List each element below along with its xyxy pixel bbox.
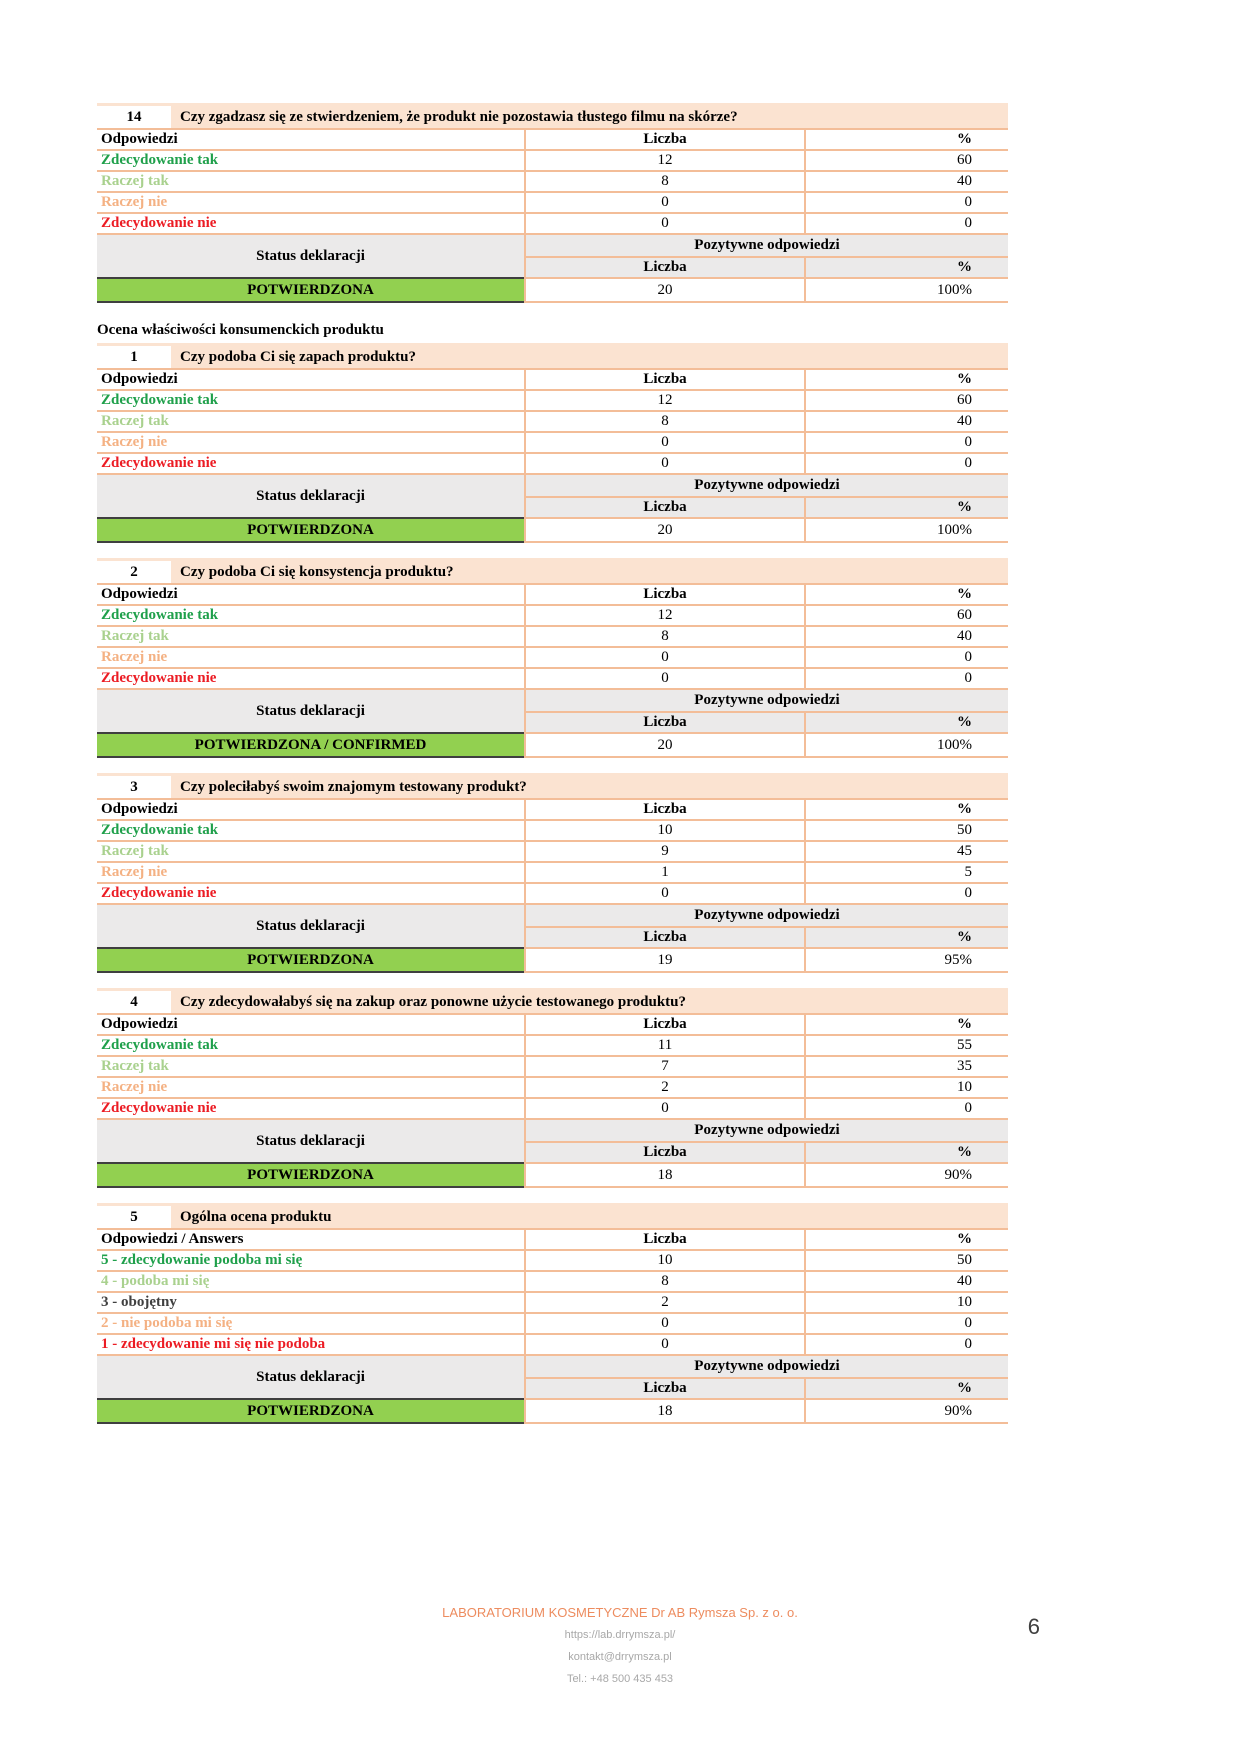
answer-percent: 40: [804, 1272, 1008, 1291]
answer-row: [97, 389, 1008, 410]
positive-answers-header: Pozytywne odpowiedzi: [526, 690, 1008, 711]
positive-answers-subheader-row: [526, 1141, 1008, 1162]
survey-table: [97, 343, 1008, 543]
answer-count: 12: [524, 606, 804, 625]
positive-answers-subheader-row: [526, 1377, 1008, 1398]
positive-percent-header: %: [804, 713, 1008, 732]
question-number: 5: [97, 1206, 171, 1228]
positive-answers-block: [524, 1356, 1008, 1398]
footer-email: kontakt@drrymsza.pl: [568, 1651, 672, 1663]
answer-row: [97, 452, 1008, 473]
status-area: [97, 1354, 1008, 1398]
status-area: [97, 233, 1008, 277]
count-column-header: Liczba: [524, 585, 804, 604]
answer-count: 0: [524, 433, 804, 452]
answer-rows: [97, 149, 1008, 233]
question-text: Czy poleciłabyś swoim znajomym testowany produkt?: [180, 779, 527, 795]
answers-column-header: Odpowiedzi: [101, 586, 178, 602]
tables-group-bottom: [97, 343, 1008, 1424]
answer-count: 0: [524, 1314, 804, 1333]
answer-percent: 40: [804, 412, 1008, 431]
positive-answers-header: Pozytywne odpowiedzi: [526, 1356, 1008, 1377]
status-value-row: [97, 1162, 1008, 1188]
answer-percent: 10: [804, 1293, 1008, 1312]
positive-answers-subheader-row: [526, 496, 1008, 517]
percent-column-header: %: [804, 130, 1008, 149]
answer-rows: [97, 389, 1008, 473]
column-header-row: [97, 798, 1008, 819]
question-header: [97, 988, 1008, 1013]
question-text: Czy zdecydowałabyś się na zakup oraz ponowne użycie testowanego produktu?: [180, 994, 686, 1010]
answer-label: Raczej nie: [101, 434, 168, 450]
answer-count: 8: [524, 412, 804, 431]
status-area: [97, 903, 1008, 947]
column-header-row: [97, 583, 1008, 604]
positive-answers-header: Pozytywne odpowiedzi: [526, 235, 1008, 256]
answer-count: 0: [524, 884, 804, 903]
section-heading: Ocena właściwości konsumenckich produktu: [97, 322, 384, 338]
answer-label: Raczej tak: [101, 413, 169, 429]
survey-table: [97, 103, 1008, 303]
survey-table: [97, 558, 1008, 758]
positive-count-header: Liczba: [526, 1379, 804, 1398]
status-value-row: [97, 277, 1008, 303]
answer-label: 2 - nie podoba mi się: [101, 1315, 233, 1331]
positive-percent-value: 90%: [804, 1162, 1008, 1188]
status-value-row: [97, 947, 1008, 973]
answer-count: 0: [524, 669, 804, 688]
answer-label: Raczej tak: [101, 1058, 169, 1074]
positive-percent-value: 100%: [804, 517, 1008, 543]
positive-count-header: Liczba: [526, 713, 804, 732]
positive-answers-subheader-row: [526, 256, 1008, 277]
positive-count-header: Liczba: [526, 1143, 804, 1162]
status-label: Status deklaracji: [97, 905, 524, 947]
answer-percent: 0: [804, 1099, 1008, 1118]
positive-count-value: 19: [524, 947, 804, 973]
positive-answers-header: Pozytywne odpowiedzi: [526, 1120, 1008, 1141]
question-text: Ogólna ocena produktu: [180, 1209, 332, 1225]
positive-count-value: 20: [524, 517, 804, 543]
answer-percent: 0: [804, 884, 1008, 903]
answer-row: [97, 840, 1008, 861]
survey-table: [97, 988, 1008, 1188]
survey-table: [97, 773, 1008, 973]
percent-column-header: %: [804, 1015, 1008, 1034]
answer-row: [97, 1312, 1008, 1333]
answer-row: [97, 819, 1008, 840]
status-value-row: [97, 1398, 1008, 1424]
positive-percent-value: 90%: [804, 1398, 1008, 1424]
answer-percent: 40: [804, 627, 1008, 646]
answer-count: 1: [524, 863, 804, 882]
question-number: 14: [97, 106, 171, 128]
percent-column-header: %: [804, 1230, 1008, 1249]
positive-count-value: 20: [524, 732, 804, 758]
report-page-content: [97, 103, 1008, 1439]
positive-answers-block: [524, 1120, 1008, 1162]
count-column-header: Liczba: [524, 1015, 804, 1034]
answer-label: 5 - zdecydowanie podoba mi się: [101, 1252, 303, 1268]
answer-percent: 60: [804, 391, 1008, 410]
answer-count: 0: [524, 454, 804, 473]
answer-count: 0: [524, 214, 804, 233]
positive-percent-header: %: [804, 1143, 1008, 1162]
column-header-row: [97, 1013, 1008, 1034]
answer-percent: 0: [804, 648, 1008, 667]
answer-percent: 0: [804, 433, 1008, 452]
status-area: [97, 473, 1008, 517]
answer-percent: 45: [804, 842, 1008, 861]
answer-rows: [97, 604, 1008, 688]
status-confirmed-badge: POTWIERDZONA: [97, 277, 524, 303]
page-footer: [0, 1602, 1240, 1690]
status-confirmed-badge: POTWIERDZONA / CONFIRMED: [97, 732, 524, 758]
question-header: [97, 773, 1008, 798]
answer-percent: 55: [804, 1036, 1008, 1055]
percent-column-header: %: [804, 370, 1008, 389]
page-number: 6: [1027, 1614, 1040, 1639]
answer-row: [97, 212, 1008, 233]
answer-label: Zdecydowanie tak: [101, 152, 219, 168]
answer-count: 12: [524, 391, 804, 410]
question-number: 3: [97, 776, 171, 798]
status-area: [97, 1118, 1008, 1162]
answer-label: Zdecydowanie nie: [101, 215, 217, 231]
answer-count: 11: [524, 1036, 804, 1055]
answer-count: 10: [524, 821, 804, 840]
answer-label: Raczej tak: [101, 628, 169, 644]
positive-percent-value: 95%: [804, 947, 1008, 973]
positive-count-header: Liczba: [526, 258, 804, 277]
answer-percent: 0: [804, 214, 1008, 233]
answer-label: Zdecydowanie tak: [101, 822, 219, 838]
answers-column-header: Odpowiedzi: [101, 1016, 178, 1032]
positive-answers-block: [524, 690, 1008, 732]
answer-label: 3 - obojętny: [101, 1294, 177, 1310]
answer-label: Zdecydowanie tak: [101, 392, 219, 408]
positive-percent-value: 100%: [804, 277, 1008, 303]
answer-label: Raczej nie: [101, 649, 168, 665]
positive-answers-block: [524, 475, 1008, 517]
answer-count: 0: [524, 1335, 804, 1354]
answer-percent: 0: [804, 1335, 1008, 1354]
answer-row: [97, 1076, 1008, 1097]
column-header-row: [97, 1228, 1008, 1249]
positive-count-value: 18: [524, 1398, 804, 1424]
answer-count: 0: [524, 193, 804, 212]
answer-count: 10: [524, 1251, 804, 1270]
answer-count: 0: [524, 1099, 804, 1118]
answer-row: [97, 1333, 1008, 1354]
question-text: Czy podoba Ci się zapach produktu?: [180, 349, 417, 365]
positive-count-value: 20: [524, 277, 804, 303]
answer-count: 8: [524, 1272, 804, 1291]
tables-group-top: [97, 103, 1008, 303]
answer-row: [97, 667, 1008, 688]
answer-percent: 35: [804, 1057, 1008, 1076]
status-label: Status deklaracji: [97, 475, 524, 517]
answer-percent: 60: [804, 151, 1008, 170]
answer-row: [97, 604, 1008, 625]
status-value-row: [97, 517, 1008, 543]
answer-count: 8: [524, 172, 804, 191]
answer-label: Raczej tak: [101, 173, 169, 189]
answer-row: [97, 882, 1008, 903]
positive-answers-block: [524, 905, 1008, 947]
answer-label: Zdecydowanie tak: [101, 607, 219, 623]
footer-website: https://lab.drrymsza.pl/: [564, 1629, 676, 1641]
status-confirmed-badge: POTWIERDZONA: [97, 517, 524, 543]
answers-column-header: Odpowiedzi: [101, 371, 178, 387]
answer-row: [97, 861, 1008, 882]
positive-percent-header: %: [804, 1379, 1008, 1398]
answer-label: Zdecydowanie tak: [101, 1037, 219, 1053]
answer-label: Raczej tak: [101, 843, 169, 859]
answer-row: [97, 1034, 1008, 1055]
percent-column-header: %: [804, 585, 1008, 604]
status-confirmed-badge: POTWIERDZONA: [97, 947, 524, 973]
question-header: [97, 343, 1008, 368]
status-label: Status deklaracji: [97, 1120, 524, 1162]
positive-answers-subheader-row: [526, 711, 1008, 732]
answer-count: 2: [524, 1293, 804, 1312]
answer-percent: 10: [804, 1078, 1008, 1097]
answer-label: Zdecydowanie nie: [101, 455, 217, 471]
answer-count: 7: [524, 1057, 804, 1076]
positive-answers-block: [524, 235, 1008, 277]
answer-rows: [97, 1249, 1008, 1354]
count-column-header: Liczba: [524, 370, 804, 389]
status-value-row: [97, 732, 1008, 758]
positive-percent-header: %: [804, 258, 1008, 277]
answer-label: 1 - zdecydowanie mi się nie podoba: [101, 1336, 326, 1352]
footer-phone: Tel.: +48 500 435 453: [566, 1673, 674, 1685]
answer-percent: 5: [804, 863, 1008, 882]
answer-percent: 60: [804, 606, 1008, 625]
percent-column-header: %: [804, 800, 1008, 819]
answer-label: Raczej nie: [101, 1079, 168, 1095]
answer-row: [97, 1270, 1008, 1291]
count-column-header: Liczba: [524, 800, 804, 819]
answer-row: [97, 1097, 1008, 1118]
answer-count: 12: [524, 151, 804, 170]
footer-company: LABORATORIUM KOSMETYCZNE Dr AB Rymsza Sp. z o. o.: [442, 1605, 798, 1620]
question-text: Czy podoba Ci się konsystencja produktu?: [180, 564, 454, 580]
answer-row: [97, 410, 1008, 431]
answer-row: [97, 646, 1008, 667]
positive-count-header: Liczba: [526, 928, 804, 947]
answer-row: [97, 1249, 1008, 1270]
positive-answers-subheader-row: [526, 926, 1008, 947]
answer-label: Raczej nie: [101, 864, 168, 880]
positive-count-value: 18: [524, 1162, 804, 1188]
answer-row: [97, 191, 1008, 212]
answer-label: 4 - podoba mi się: [101, 1273, 210, 1289]
answer-label: Raczej nie: [101, 194, 168, 210]
question-number: 1: [97, 346, 171, 368]
positive-percent-value: 100%: [804, 732, 1008, 758]
question-text: Czy zgadzasz się ze stwierdzeniem, że produkt nie pozostawia tłustego filmu na skórze?: [180, 109, 738, 125]
status-label: Status deklaracji: [97, 1356, 524, 1398]
positive-percent-header: %: [804, 498, 1008, 517]
answer-count: 9: [524, 842, 804, 861]
positive-answers-header: Pozytywne odpowiedzi: [526, 905, 1008, 926]
count-column-header: Liczba: [524, 1230, 804, 1249]
answer-rows: [97, 1034, 1008, 1118]
answer-percent: 50: [804, 821, 1008, 840]
status-label: Status deklaracji: [97, 235, 524, 277]
answer-row: [97, 1291, 1008, 1312]
status-confirmed-badge: POTWIERDZONA: [97, 1162, 524, 1188]
column-header-row: [97, 128, 1008, 149]
status-label: Status deklaracji: [97, 690, 524, 732]
answer-percent: 0: [804, 454, 1008, 473]
answer-row: [97, 431, 1008, 452]
answer-percent: 0: [804, 1314, 1008, 1333]
positive-percent-header: %: [804, 928, 1008, 947]
answer-label: Zdecydowanie nie: [101, 1100, 217, 1116]
answer-count: 2: [524, 1078, 804, 1097]
question-header: [97, 1203, 1008, 1228]
answer-label: Zdecydowanie nie: [101, 885, 217, 901]
answer-rows: [97, 819, 1008, 903]
status-area: [97, 688, 1008, 732]
column-header-row: [97, 368, 1008, 389]
answer-row: [97, 170, 1008, 191]
question-number: 2: [97, 561, 171, 583]
survey-table: [97, 1203, 1008, 1424]
answer-percent: 0: [804, 669, 1008, 688]
count-column-header: Liczba: [524, 130, 804, 149]
answers-column-header: Odpowiedzi: [101, 801, 178, 817]
status-confirmed-badge: POTWIERDZONA: [97, 1398, 524, 1424]
answer-count: 0: [524, 648, 804, 667]
question-header: [97, 558, 1008, 583]
answers-column-header: Odpowiedzi / Answers: [101, 1231, 244, 1247]
positive-answers-header: Pozytywne odpowiedzi: [526, 475, 1008, 496]
answer-row: [97, 149, 1008, 170]
answer-label: Zdecydowanie nie: [101, 670, 217, 686]
answer-row: [97, 625, 1008, 646]
answer-count: 8: [524, 627, 804, 646]
positive-count-header: Liczba: [526, 498, 804, 517]
answer-row: [97, 1055, 1008, 1076]
question-header: [97, 103, 1008, 128]
answers-column-header: Odpowiedzi: [101, 131, 178, 147]
answer-percent: 0: [804, 193, 1008, 212]
answer-percent: 50: [804, 1251, 1008, 1270]
question-number: 4: [97, 991, 171, 1013]
answer-percent: 40: [804, 172, 1008, 191]
